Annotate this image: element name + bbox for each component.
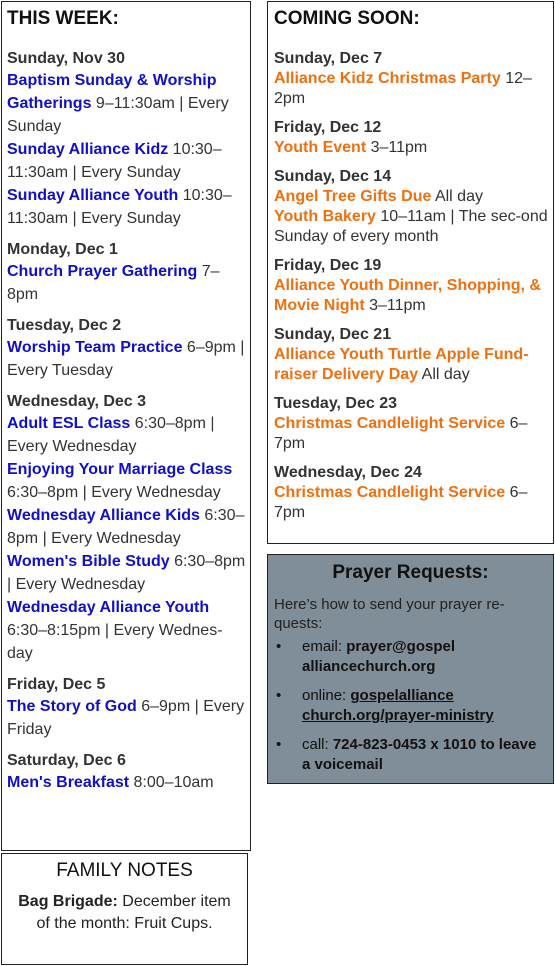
event-name[interactable]: Baptism Sunday & Worship Gatherings: [7, 72, 217, 112]
event-name[interactable]: Youth Bakery: [274, 208, 376, 225]
day-group: [274, 48, 549, 109]
family-notes-body: December item of the month: Fruit Cups.: [36, 893, 231, 932]
prayer-call-item: [274, 735, 547, 775]
this-week-list: [7, 48, 246, 794]
event-time: 9–11:30am | Every Sunday: [7, 95, 229, 135]
event-name[interactable]: Wednesday Alliance Kids: [7, 507, 200, 524]
event-entry: [7, 550, 246, 596]
event-name[interactable]: Women's Bible Study: [7, 553, 170, 570]
this-week-heading: THIS WEEK:: [7, 8, 119, 29]
family-notes-label: Bag Brigade:: [18, 893, 118, 910]
event-name[interactable]: Alliance Kidz Christmas Party: [274, 70, 501, 87]
day-date: Sunday, Nov 30: [7, 50, 125, 67]
event-name[interactable]: Sunday Alliance Kidz: [7, 141, 169, 158]
day-group: [274, 117, 549, 158]
event-entry: [7, 184, 246, 230]
event-time: 3–11pm: [364, 297, 426, 314]
day-group: [7, 750, 246, 794]
event-entry: [274, 276, 549, 316]
day-group: [274, 462, 549, 523]
day-date: Tuesday, Dec 23: [274, 395, 398, 412]
event-entry: [274, 187, 549, 207]
event-entry: [274, 483, 549, 523]
event-time: 10–11am | The sec-ond Sunday of every month: [274, 208, 548, 245]
prayer-methods-list: [274, 637, 547, 775]
event-time: All day: [418, 366, 470, 383]
day-date: Friday, Dec 5: [7, 676, 106, 693]
coming-soon-list: [274, 48, 549, 523]
day-group: [7, 674, 246, 741]
bullet-icon: •: [276, 687, 282, 704]
event-name[interactable]: Christmas Candlelight Service: [274, 484, 506, 501]
day-group: [274, 166, 549, 247]
event-name[interactable]: Alliance Youth Turtle Apple Fund-raiser Delivery Day: [274, 346, 529, 383]
event-time: 6–7pm: [274, 484, 528, 521]
event-entry: [274, 69, 549, 109]
event-entry: [274, 414, 549, 454]
prayer-online-label: online:: [302, 687, 351, 704]
event-time: 6:30–8pm | Every Wednesday: [7, 553, 246, 593]
event-name[interactable]: Enjoying Your Marriage Class: [7, 461, 233, 478]
family-notes-heading: FAMILY NOTES: [56, 860, 193, 881]
event-time: 8:00–10am: [129, 774, 214, 791]
event-name[interactable]: Sunday Alliance Youth: [7, 187, 179, 204]
event-name[interactable]: Church Prayer Gathering: [7, 263, 198, 280]
event-time: 6:30–8pm | Every Wednesday: [7, 484, 221, 501]
event-time: 6–7pm: [274, 415, 528, 452]
day-group: [7, 48, 246, 230]
prayer-requests-panel: [267, 554, 554, 784]
prayer-online-item: [274, 686, 547, 726]
event-name[interactable]: Adult ESL Class: [7, 415, 131, 432]
day-date: Wednesday, Dec 3: [7, 393, 147, 410]
coming-soon-panel: [267, 1, 554, 544]
event-time: All day: [431, 188, 483, 205]
prayer-requests-intro: Here’s how to send your prayer re-quests:: [274, 596, 505, 632]
event-entry: [274, 207, 549, 247]
event-time: 6:30–8pm | Every Wednesday: [7, 507, 245, 547]
family-notes-panel: [1, 853, 248, 965]
event-name[interactable]: Angel Tree Gifts Due: [274, 188, 432, 205]
day-date: Friday, Dec 19: [274, 257, 382, 274]
day-group: [274, 255, 549, 316]
event-entry: [7, 504, 246, 550]
event-entry: [7, 69, 246, 138]
event-name[interactable]: Youth Event: [274, 139, 367, 156]
prayer-requests-heading: Prayer Requests:: [332, 562, 489, 583]
event-name[interactable]: Christmas Candlelight Service: [274, 415, 506, 432]
day-date: Tuesday, Dec 2: [7, 317, 122, 334]
day-date: Monday, Dec 1: [7, 241, 118, 258]
event-entry: [7, 412, 246, 458]
event-name[interactable]: Alliance Youth Dinner, Shopping, & Movie Night: [274, 277, 541, 314]
day-date: Sunday, Dec 7: [274, 50, 383, 67]
day-group: [274, 324, 549, 385]
prayer-phone-number[interactable]: 724-823-0453 x 1010 to leave a voicemail: [302, 736, 537, 773]
day-date: Wednesday, Dec 24: [274, 464, 422, 481]
event-entry: [7, 260, 246, 306]
event-time: 6–9pm | Every Tuesday: [7, 339, 245, 379]
prayer-online-link[interactable]: gospelalliance church.org/prayer-ministry: [302, 687, 494, 724]
event-entry: [7, 138, 246, 184]
family-notes-text: [10, 891, 239, 935]
day-group: [7, 315, 246, 382]
event-name[interactable]: Wednesday Alliance Youth: [7, 599, 210, 616]
day-date: Friday, Dec 12: [274, 119, 382, 136]
prayer-email-label: email:: [302, 638, 347, 655]
event-name[interactable]: Men's Breakfast: [7, 774, 130, 791]
this-week-panel: [1, 1, 251, 851]
event-time: 7–8pm: [7, 263, 220, 303]
event-time: 10:30–11:30am | Every Sunday: [7, 187, 232, 227]
event-entry: [7, 458, 246, 504]
day-date: Sunday, Dec 14: [274, 168, 392, 185]
prayer-email-item: [274, 637, 547, 677]
bullet-icon: •: [276, 736, 282, 753]
event-entry: [7, 596, 246, 665]
day-group: [7, 239, 246, 306]
event-entry: [7, 336, 246, 382]
event-name[interactable]: The Story of God: [7, 698, 137, 715]
event-time: 10:30–11:30am | Every Sunday: [7, 141, 222, 181]
event-entry: [7, 695, 246, 741]
event-time: 12–2pm: [274, 70, 532, 107]
prayer-email-link[interactable]: prayer@gospel alliancechurch.org: [302, 638, 456, 675]
day-group: [7, 391, 246, 665]
event-name[interactable]: Worship Team Practice: [7, 339, 183, 356]
day-date: Sunday, Dec 21: [274, 326, 392, 343]
event-entry: [274, 345, 549, 385]
event-time: 3–11pm: [366, 139, 428, 156]
event-entry: [7, 771, 246, 794]
coming-soon-heading: COMING SOON:: [274, 8, 420, 29]
bullet-icon: •: [276, 638, 282, 655]
event-time: 6–9pm | Every Friday: [7, 698, 245, 738]
event-entry: [274, 138, 549, 158]
event-time: 6:30–8:15pm | Every Wednes-day: [7, 622, 223, 662]
prayer-call-label: call:: [302, 736, 333, 753]
event-time: 6:30–8pm | Every Wednesday: [7, 415, 215, 455]
day-date: Saturday, Dec 6: [7, 752, 126, 769]
day-group: [274, 393, 549, 454]
